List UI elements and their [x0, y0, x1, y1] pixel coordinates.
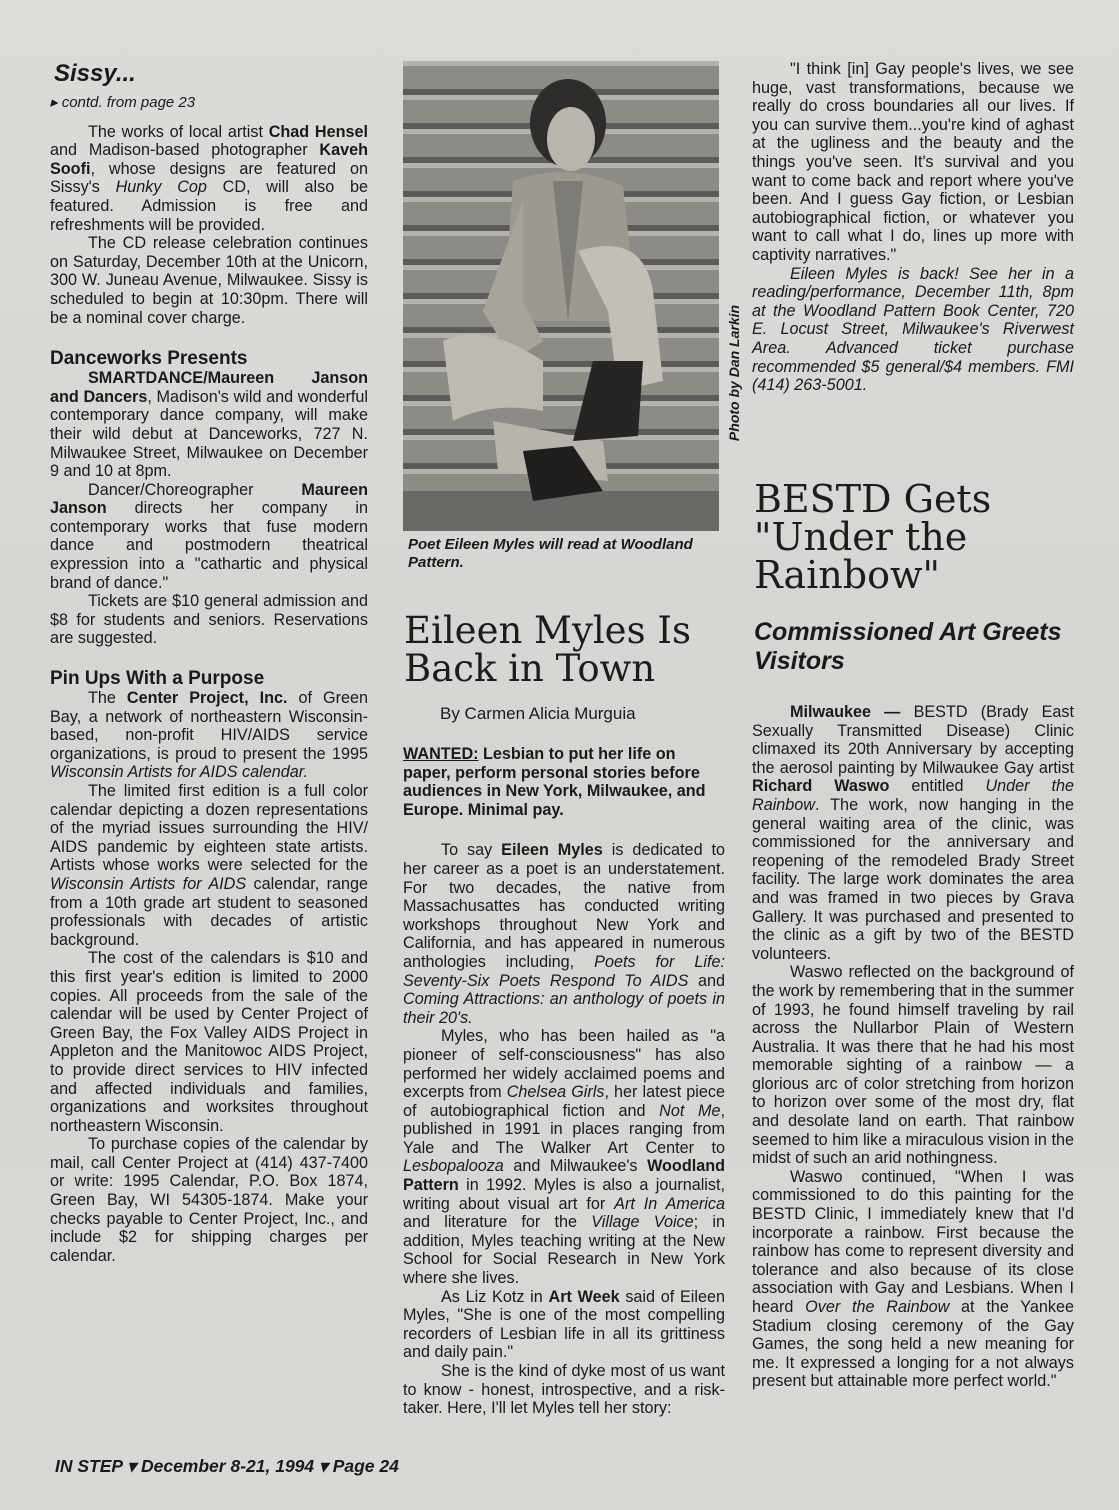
pinups-paragraph: The cost of the calendars is $10 and this first year's edition is limited to 2000 copies. All proceeds from the sale of the calendar will be used by Center Project of Green Bay, the Fox Valley AIDS Project in Appleton and the Manitowoc AIDS Project, to provide direct services to HIV infected and affected individuals and families, organizations and worksites throughout northeastern Wisconsin. — [50, 949, 368, 1135]
dance-paragraph: SMARTDANCE/Maureen Janson and Dancers, Madison's wild and wonderful contemporary dance company, will make their wild debut at Danceworks, 727 N. Milwaukee Street, Milwaukee on December 9 and 10 at 8pm. — [50, 369, 368, 481]
page-footer — [55, 1456, 399, 1477]
eileen-paragraph: To say Eileen Myles is dedicated to her career as a poet is an understatement. For two decades, the native from Massachusattes has conducted writing workshops throughout New York and California, and has appeared in numerous anthologies including, Poets for Life: Seventy-Six Poets Respond To AIDS and Coming Attractions: an anthology of poets in their 20's. — [403, 841, 726, 1027]
bestd-subheadline: Commissioned Art Greets Visitors — [754, 618, 1062, 675]
pinups-heading: Pin Ups With a Purpose — [50, 668, 265, 690]
eileen-paragraph: She is the kind of dyke most of us want to know - honest, introspective, and a risk-taker. Here, I'll let Myles tell her story: — [403, 1362, 725, 1418]
bestd-paragraph: Waswo continued, "When I was commissioned to do this painting for the BESTD Clinic, I immediately knew that I'd incorporate a rainbow. First because the rainbow has come to represent diversity and tolerance and also because of its close association with Gay and Lesbians. When I heard Over the Rainbow at the Yankee Stadium closing ceremony of the Gay Games, the song held a new meaning for me. It expressed a longing for a not always present but attainable more perfect world." — [752, 1167, 1074, 1391]
eileen-paragraph: As Liz Kotz in Art Week said of Eileen Myles, "She is one of the most compelling recorders of Lesbian life in all its grittiness and daily pain." — [403, 1287, 725, 1362]
bestd-headline: BESTD Gets "Under the Rainbow" — [754, 477, 992, 597]
continued-note: ▸ contd. from page 23 — [50, 94, 196, 111]
sissy-kicker: Sissy... — [54, 60, 136, 87]
photo-credit: Photo by Dan Larkin — [726, 304, 742, 441]
event-notice: Eileen Myles is back! See her in a reading/performance, December 11th, 8pm at the Woodland Pattern Book Center, 720 E. Locust Street, Milwaukee's Riverwest Area. Advanced ticket purchase recommended $5 general/$4 members. FMI (414) 263-5001. — [752, 264, 1074, 395]
dance-paragraph: Dancer/Choreographer Maureen Janson directs her company in contemporary works that fuse modern dance and postmodern theatrical expression into a "cathartic and physical brand of dance." — [50, 480, 368, 592]
eileen-article — [403, 745, 725, 1418]
myles-quote: "I think [in] Gay people's lives, we see huge, vast transformations, because we really do cross boundaries all our lives. If you can survive them...you're kind of aghast at the ugliness and the beauty and the things you've seen. It's survival and you want to come back and report where you've been. And I guess Gay fiction, or Lesbian autobiographical fiction, or whatever you want to call what I do, lines up more with captivity narratives." — [752, 60, 1074, 264]
right-column — [752, 60, 1074, 395]
eileen-myles-photo — [403, 61, 719, 531]
footer-separator: ▾ — [127, 1456, 137, 1476]
bestd-paragraph: Waswo reflected on the background of the work by remembering that in the summer of 1993, he found himself traveling by rail across the Nullarbor Plain of Western Australia. It was there that he had his most memorable sighting of a rainbow — a glorious arc of color stretching from horizon to horizon over some of the most dry, flat and desolate land on earth. That rainbow seemed to him like a miraculous vision in the midst of such an arid nothingness. — [752, 963, 1074, 1168]
eileen-headline: Eileen Myles Is Back in Town — [404, 609, 691, 690]
dance-paragraph: Tickets are $10 general admission and $8 for students and seniors. Reservations are suggested. — [50, 592, 368, 648]
sissy-paragraph: The works of local artist Chad Hensel and Madison-based photographer Kaveh Soofi, whose designs are featured on Sissy's Hunky Cop CD, will also be featured. Admission is free and refreshments will be provided. — [50, 122, 368, 234]
eileen-paragraph: Myles, who has been hailed as "a pioneer of self-consciousness" has also performed her widely acclaimed poems and excerpts from Chelsea Girls, her latest piece of autobiographical fiction and Not Me, published in 1991 in places ranging from Yale and The Walker Art Center to Lesbopalooza and Milwaukee's Woodland Pattern in 1992. Myles is also a journalist, writing about visual art for Art In America and literature for the Village Voice; in addition, Myles teaching writing at the New School for Social Research in New York where she lives. — [403, 1027, 725, 1288]
wanted-notice: WANTED: Lesbian to put her life on paper, perform personal stories before audiences in New York, Milwaukee, and Europe. Minimal pay. — [403, 745, 706, 819]
issue-date: December 8-21, 1994 — [140, 1456, 315, 1476]
pinups-paragraph: The Center Project, Inc. of Green Bay, a network of northeastern Wisconsin-based, non-profit HIV/AIDS service organizations, is proud to present the 1995 Wisconsin Artists for AIDS calendar. — [50, 689, 368, 782]
bestd-paragraph: Milwaukee — BESTD (Brady East Sexually Transmitted Disease) Clinic climaxed its 20th Anniversary by accepting the aerosol painting by Milwaukee Gay artist Richard Waswo entitled Under the Rainbow. The work, now hanging in the general waiting area of the clinic, was commissioned for the anniversary and reopening of the remodeled Brady Street facility. The large work dominates the area and was framed in two pieces by Grava Gallery. It was purchased and presented to the clinic as a gift by two of the BESTD volunteers. — [752, 703, 1074, 963]
sissy-paragraph: The CD release celebration continues on Saturday, December 10th at the Unicorn, 300 W. Juneau Avenue, Milwaukee. Sissy is scheduled to begin at 10:30pm. There will be a nominal cover charge. — [50, 234, 368, 327]
photo-illustration — [403, 61, 719, 531]
bestd-article — [752, 703, 1074, 1391]
pinups-paragraph: The limited first edition is a full color calendar depicting a dozen representations of the myriad issues surrounding the HIV/ AIDS pandemic by eighteen state artists. Artists whose works were selected for the Wisconsin Artists for AIDS calendar, range from a 10th grade art student to seasoned professionals with decades of artistic background. — [50, 782, 368, 949]
page-number: Page 24 — [332, 1456, 399, 1476]
left-column — [50, 60, 368, 1265]
publication-name: IN STEP — [55, 1456, 123, 1476]
danceworks-heading: Danceworks Presents — [50, 348, 248, 370]
byline: By Carmen Alicia Murguia — [440, 704, 636, 723]
photo-caption: Poet Eileen Myles will read at Woodland Pattern. — [408, 536, 693, 571]
pinups-paragraph: To purchase copies of the calendar by mail, call Center Project at (414) 437-7400 or write: 1995 Calendar, P.O. Box 1874, Green Bay, WI 54305-1874. Make your checks payable to Center Project, Inc., and include $2 for shipping charges per calendar. — [50, 1135, 368, 1265]
footer-separator: ▾ — [319, 1456, 328, 1476]
